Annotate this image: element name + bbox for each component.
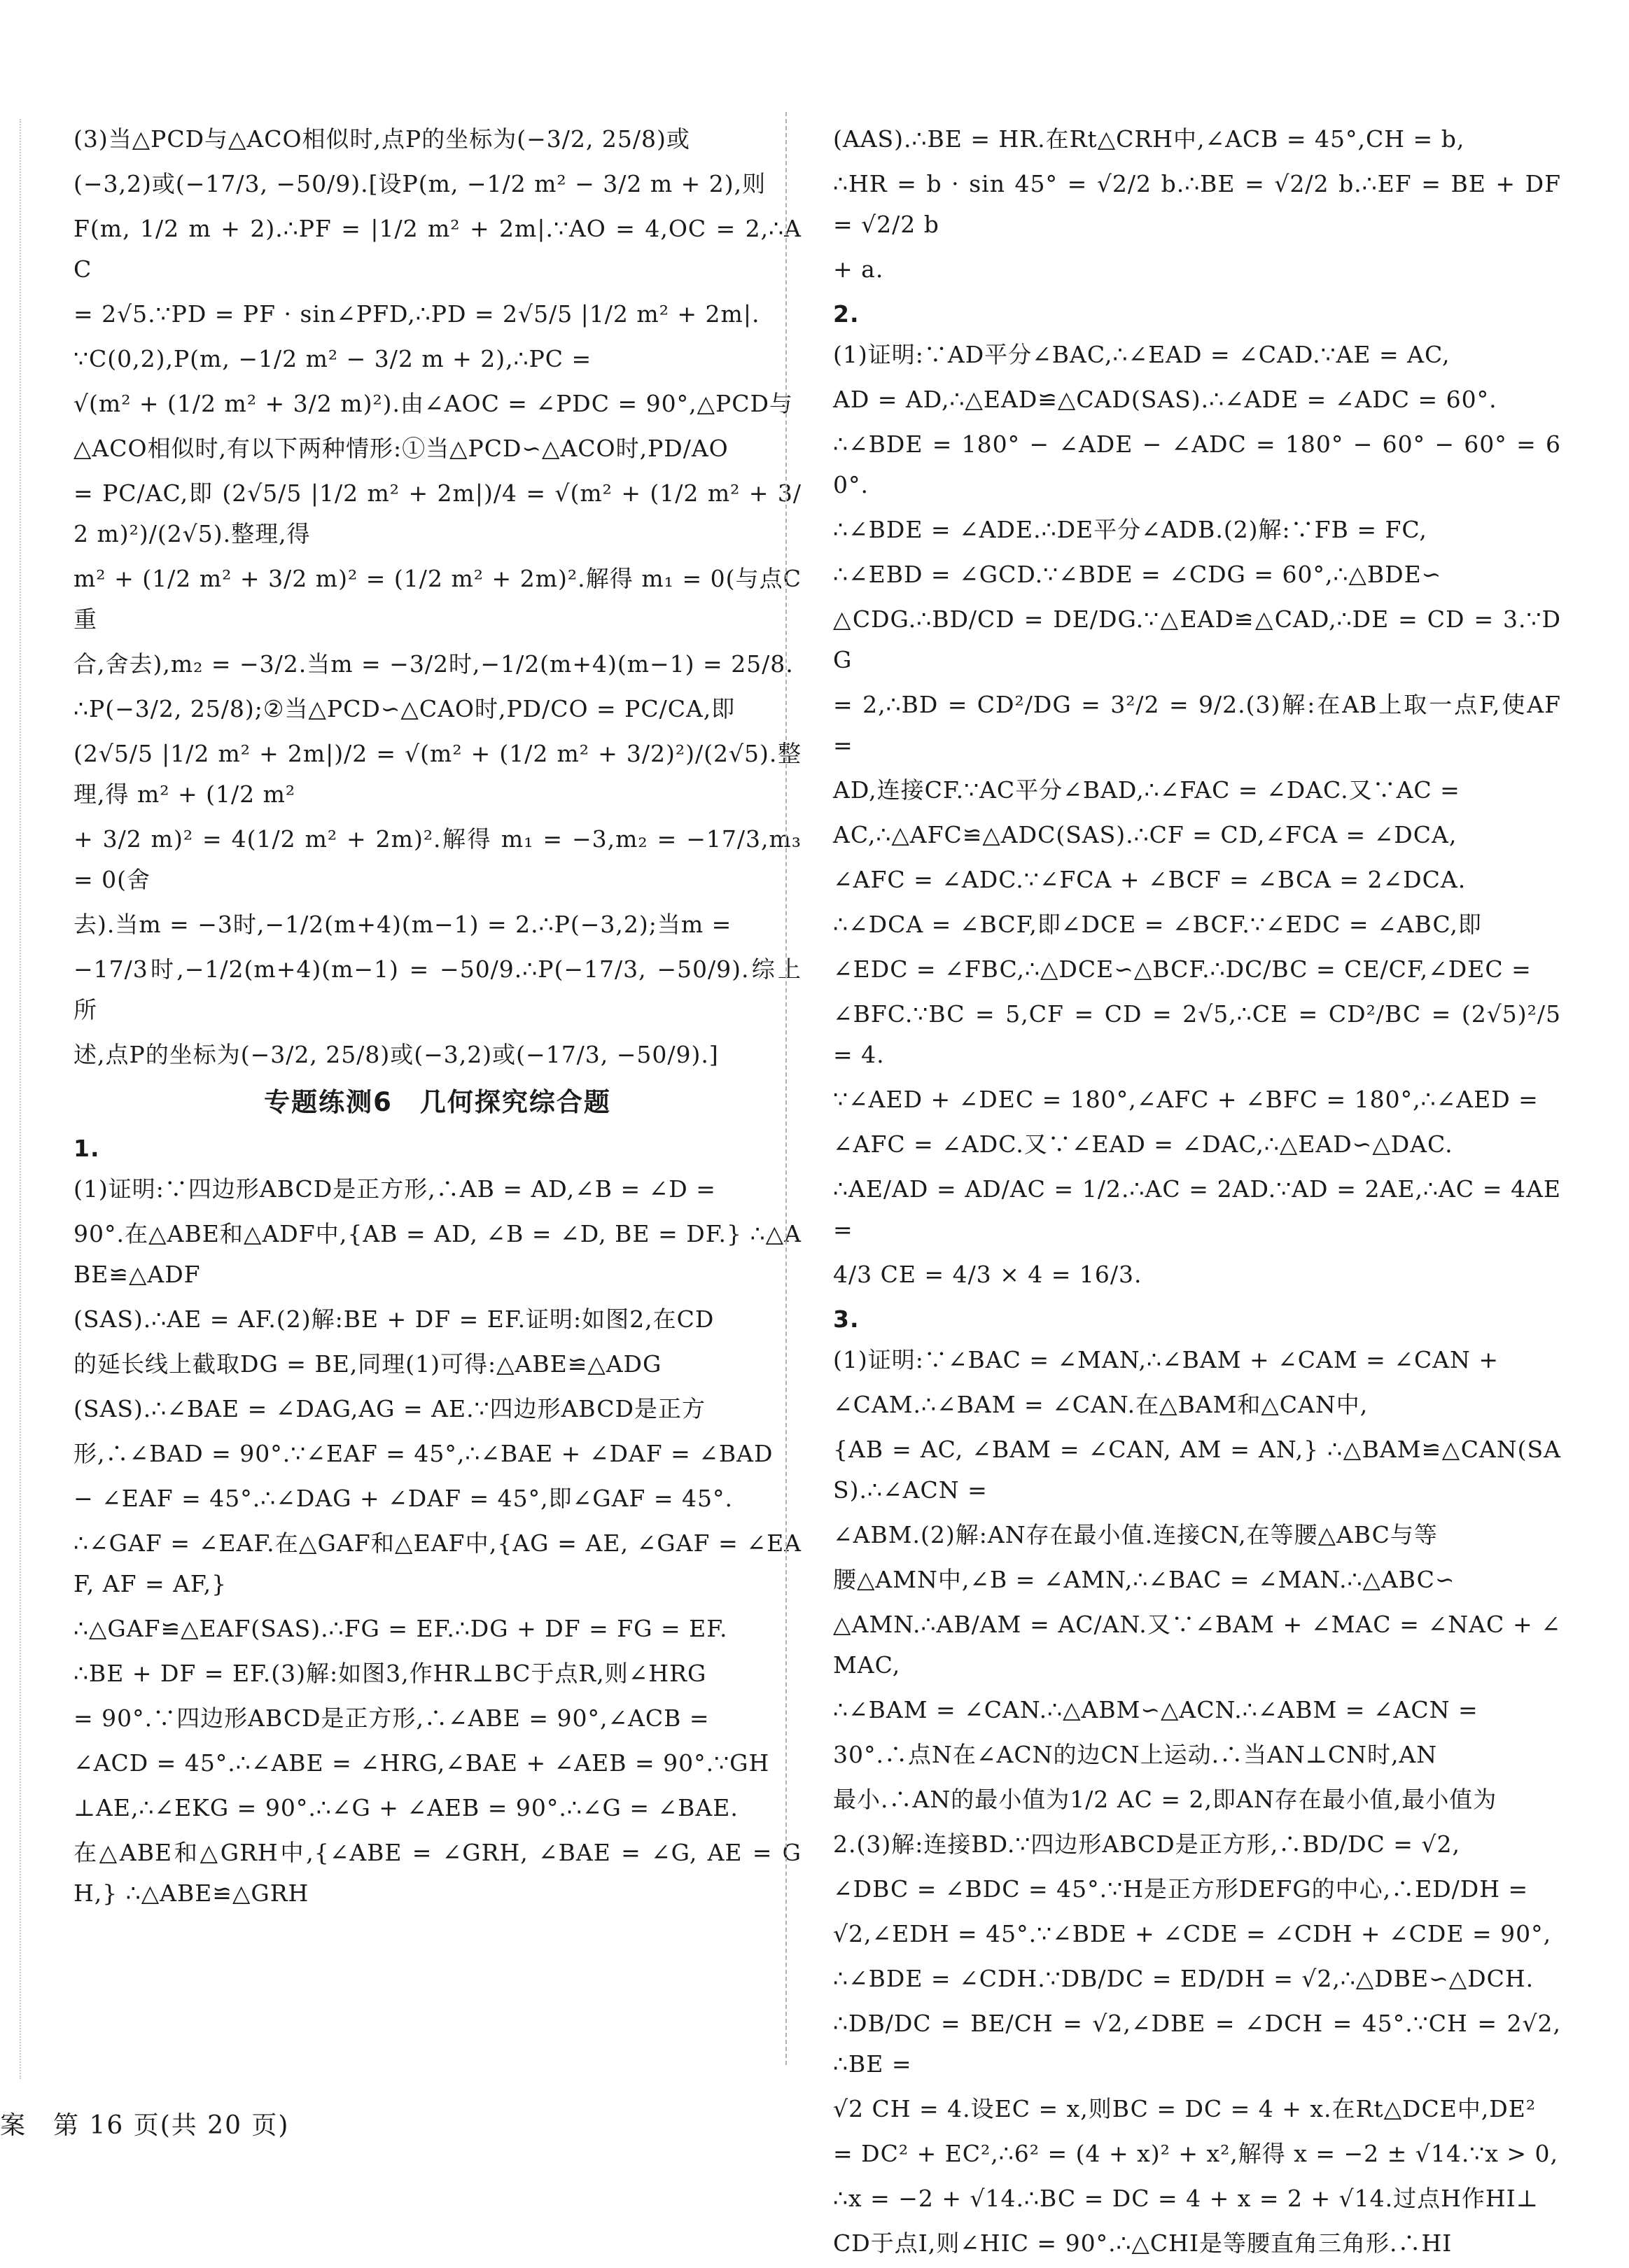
- text-line: ∠DBC = ∠BDC = 45°.∵H是正方形DEFG的中心,∴ED/DH =: [833, 1875, 1529, 1903]
- text-line: (SAS).∴AE = AF.(2)解:BE + DF = EF.证明:如图2,在CD: [74, 1306, 715, 1333]
- text-line: ⊥AE,∴∠EKG = 90°.∴∠G + ∠AEB = 90°.∴∠G = ∠BAE.: [74, 1794, 739, 1821]
- text-line: ∠CAM.∴∠BAM = ∠CAN.在△BAM和△CAN中,: [833, 1391, 1369, 1418]
- text-line: AD,连接CF.∵AC平分∠BAD,∴∠FAC = ∠DAC.又∵AC =: [833, 776, 1460, 804]
- text-line: 形,∴∠BAD = 90°.∵∠EAF = 45°,∴∠BAE + ∠DAF = ∠BAD: [74, 1440, 774, 1467]
- text-line: 的延长线上截取DG = BE,同理(1)可得:△ABE≌△ADG: [74, 1350, 662, 1378]
- text-line: = PC/AC,即 (2√5/5 |1/2 m² + 2m|)/4 = √(m² + (1/2 m² + 3/2 m)²)/(2√5).整理,得: [74, 479, 802, 547]
- text-line: ∴∠BDE = ∠ADE.∴DE平分∠ADB.(2)解:∵FB = FC,: [833, 516, 1427, 543]
- text-line: ∠ACD = 45°.∴∠ABE = ∠HRG,∠BAE + ∠AEB = 90°.∵GH: [74, 1749, 770, 1777]
- text-line: ∴∠BDE = 180° − ∠ADE − ∠ADC = 180° − 60° − 60° = 60°.: [833, 430, 1561, 498]
- text-line: = DC² + EC²,∴6² = (4 + x)² + x²,解得 x = −2 ± √14.∵x > 0,: [833, 2140, 1559, 2167]
- question-2: [833, 294, 1561, 1295]
- text-line: ∴△GAF≌△EAF(SAS).∴FG = EF.∴DG + DF = FG = EF.: [74, 1615, 728, 1642]
- text-line: ∵∠AED + ∠DEC = 180°,∠AFC + ∠BFC = 180°,∴∠AED =: [833, 1086, 1539, 1113]
- text-line: ∠ABM.(2)解:AN存在最小值.连接CN,在等腰△ABC与等: [833, 1521, 1438, 1548]
- text-line: 去).当m = −3时,−1/2(m+4)(m−1) = 2.∴P(−3,2);当m =: [74, 911, 732, 938]
- text-line: (−3,2)或(−17/3, −50/9).[设P(m, −1/2 m² − 3/2 m + 2),则: [74, 170, 767, 197]
- binding-edge-rule: [20, 119, 21, 2079]
- text-line: + 3/2 m)² = 4(1/2 m² + 2m)².解得 m₁ = −3,m₂ = −17/3,m₃ = 0(舍: [74, 825, 802, 893]
- section-title: 专题练测6 几何探究综合题: [264, 1087, 611, 1117]
- right-column: [833, 119, 1561, 2268]
- text-line: ∴HR = b · sin 45° = √2/2 b.∴BE = √2/2 b.∴EF = BE + DF = √2/2 b: [833, 170, 1561, 238]
- text-line: AD = AD,∴△EAD≌△CAD(SAS).∴∠ADE = ∠ADC = 60°.: [833, 386, 1497, 413]
- text-line: ∴∠DCA = ∠BCF,即∠DCE = ∠BCF.∵∠EDC = ∠ABC,即: [833, 911, 1482, 938]
- text-line: ∴x = −2 + √14.∴BC = DC = 4 + x = 2 + √14.过点H作HI⊥: [833, 2185, 1539, 2212]
- question-1-continued: [833, 119, 1561, 290]
- question-number: 3.: [833, 1306, 860, 1333]
- text-line: ∠EDC = ∠FBC,∴△DCE∽△BCF.∴DC/BC = CE/CF,∠DEC =: [833, 955, 1532, 983]
- text-line: ∴DB/DC = BE/CH = √2,∠DBE = ∠DCH = 45°.∵CH = 2√2,∴BE =: [833, 2010, 1561, 2078]
- text-line: 30°.∴点N在∠ACN的边CN上运动.∴当AN⊥CN时,AN: [833, 1741, 1438, 1768]
- text-line: ∴BE + DF = EF.(3)解:如图3,作HR⊥BC于点R,则∠HRG: [74, 1660, 707, 1687]
- text-line: − ∠EAF = 45°.∴∠DAG + ∠DAF = 45°,即∠GAF = 45°.: [74, 1485, 733, 1512]
- text-line: (3)当△PCD与△ACO相似时,点P的坐标为(−3/2, 25/8)或: [74, 125, 690, 153]
- text-line: △AMN.∴AB/AM = AC/AN.又∵∠BAM + ∠MAC = ∠NAC + ∠MAC,: [833, 1611, 1561, 1679]
- question-2-body: [833, 335, 1561, 1295]
- text-line: √2,∠EDH = 45°.∵∠BDE + ∠CDE = ∠CDH + ∠CDE = 90°,: [833, 1920, 1552, 1947]
- q-prev-part3: [74, 119, 802, 1075]
- text-line: ∴∠EBD = ∠GCD.∵∠BDE = ∠CDG = 60°,∴△BDE∽: [833, 561, 1442, 588]
- text-line: AC,∴△AFC≌△ADC(SAS).∴CF = CD,∠FCA = ∠DCA,: [833, 821, 1457, 848]
- text-line: ∠AFC = ∠ADC.又∵∠EAD = ∠DAC,∴△EAD∽△DAC.: [833, 1130, 1453, 1158]
- text-line: 最小.∴AN的最小值为1/2 AC = 2,即AN存在最小值,最小值为: [833, 1786, 1497, 1813]
- text-line: △ACO相似时,有以下两种情形:①当△PCD∽△ACO时,PD/AO: [74, 435, 729, 462]
- text-line: −17/3时,−1/2(m+4)(m−1) = −50/9.∴P(−17/3, −50/9).综上所: [74, 955, 802, 1023]
- left-column: [74, 119, 802, 1918]
- text-line: F(m, 1/2 m + 2).∴PF = |1/2 m² + 2m|.∵AO = 4,OC = 2,∴AC: [74, 215, 802, 283]
- text-line: (1)证明:∵四边形ABCD是正方形,∴AB = AD,∠B = ∠D =: [74, 1175, 716, 1203]
- question-number: 2.: [833, 300, 860, 328]
- text-line: ∵C(0,2),P(m, −1/2 m² − 3/2 m + 2),∴PC =: [74, 345, 592, 372]
- text-line: ∠AFC = ∠ADC.∵∠FCA + ∠BCF = ∠BCA = 2∠DCA.: [833, 866, 1467, 893]
- text-line: = 2,∴BD = CD²/DG = 3²/2 = 9/2.(3)解:在AB上取一点F,使AF =: [833, 691, 1561, 759]
- text-line: + a.: [833, 255, 884, 283]
- text-line: = 2√5.∵PD = PF · sin∠PFD,∴PD = 2√5/5 |1/2 m² + 2m|.: [74, 300, 760, 328]
- page-footer: 案 第 16 页(共 20 页): [0, 2111, 290, 2140]
- text-line: 4/3 CE = 4/3 × 4 = 16/3.: [833, 1261, 1142, 1288]
- text-line: = 90°.∵四边形ABCD是正方形,∴∠ABE = 90°,∠ACB =: [74, 1704, 710, 1732]
- text-line: 2.(3)解:连接BD.∵四边形ABCD是正方形,∴BD/DC = √2,: [833, 1830, 1460, 1858]
- text-line: 述,点P的坐标为(−3/2, 25/8)或(−3,2)或(−17/3, −50/9).]: [74, 1041, 719, 1068]
- text-line: ∴∠BAM = ∠CAN.∴△ABM∽△ACN.∴∠ABM = ∠ACN =: [833, 1696, 1478, 1723]
- text-line: √2 CH = 4.设EC = x,则BC = DC = 4 + x.在Rt△DCE中,DE²: [833, 2095, 1537, 2122]
- question-3: [833, 1299, 1561, 2264]
- text-line: △CDG.∴BD/CD = DE/DG.∵△EAD≌△CAD,∴DE = CD = 3.∵DG: [833, 606, 1561, 673]
- question-1-body: [74, 1169, 802, 1914]
- text-line: ∴∠GAF = ∠EAF.在△GAF和△EAF中,{AG = AE, ∠GAF = ∠EAF, AF = AF,}: [74, 1530, 802, 1597]
- text-line: (SAS).∴∠BAE = ∠DAG,AG = AE.∵四边形ABCD是正方: [74, 1395, 706, 1422]
- text-line: 腰△AMN中,∠B = ∠AMN,∴∠BAC = ∠MAN.∴△ABC∽: [833, 1566, 1455, 1593]
- text-line: (2√5/5 |1/2 m² + 2m|)/2 = √(m² + (1/2 m² + 3/2)²)/(2√5).整理,得 m² + (1/2 m²: [74, 740, 802, 808]
- text-line: m² + (1/2 m² + 3/2 m)² = (1/2 m² + 2m)².解得 m₁ = 0(与点C重: [74, 565, 802, 633]
- text-line: (AAS).∴BE = HR.在Rt△CRH中,∠ACB = 45°,CH = b,: [833, 125, 1465, 153]
- text-line: 在△ABE和△GRH中,{∠ABE = ∠GRH, ∠BAE = ∠G, AE = GH,} ∴△ABE≌△GRH: [74, 1839, 802, 1907]
- text-line: (1)证明:∵AD平分∠BAC,∴∠EAD = ∠CAD.∵AE = AC,: [833, 341, 1450, 368]
- text-line: ∴AE/AD = AD/AC = 1/2.∴AC = 2AD.∵AD = 2AE,∴AC = 4AE =: [833, 1175, 1561, 1243]
- question-3-body: [833, 1340, 1561, 2264]
- text-line: CD于点I,则∠HIC = 90°.∴△CHI是等腰直角三角形.∴HI: [833, 2230, 1453, 2257]
- question-1: [74, 1128, 802, 1914]
- text-line: 90°.在△ABE和△ADF中,{AB = AD, ∠B = ∠D, BE = DF.} ∴△ABE≌△ADF: [74, 1220, 802, 1288]
- text-line: ∴P(−3/2, 25/8);②当△PCD∽△CAO时,PD/CO = PC/CA,即: [74, 695, 736, 722]
- text-line: √(m² + (1/2 m² + 3/2 m)²).由∠AOC = ∠PDC = 90°,△PCD与: [74, 390, 793, 417]
- question-number: 1.: [74, 1135, 100, 1162]
- text-line: ∴∠BDE = ∠CDH.∵DB/DC = ED/DH = √2,∴△DBE∽△DCH.: [833, 1965, 1534, 1992]
- column-divider: [785, 112, 787, 2065]
- text-line: ∠BFC.∵BC = 5,CF = CD = 2√5,∴CE = CD²/BC = (2√5)²/5 = 4.: [833, 1000, 1561, 1068]
- text-line: {AB = AC, ∠BAM = ∠CAN, AM = AN,} ∴△BAM≌△CAN(SAS).∴∠ACN =: [833, 1436, 1561, 1504]
- text-line: 合,舍去),m₂ = −3/2.当m = −3/2时,−1/2(m+4)(m−1) = 25/8.: [74, 650, 794, 678]
- text-line: (1)证明:∵∠BAC = ∠MAN,∴∠BAM + ∠CAM = ∠CAN +: [833, 1346, 1499, 1373]
